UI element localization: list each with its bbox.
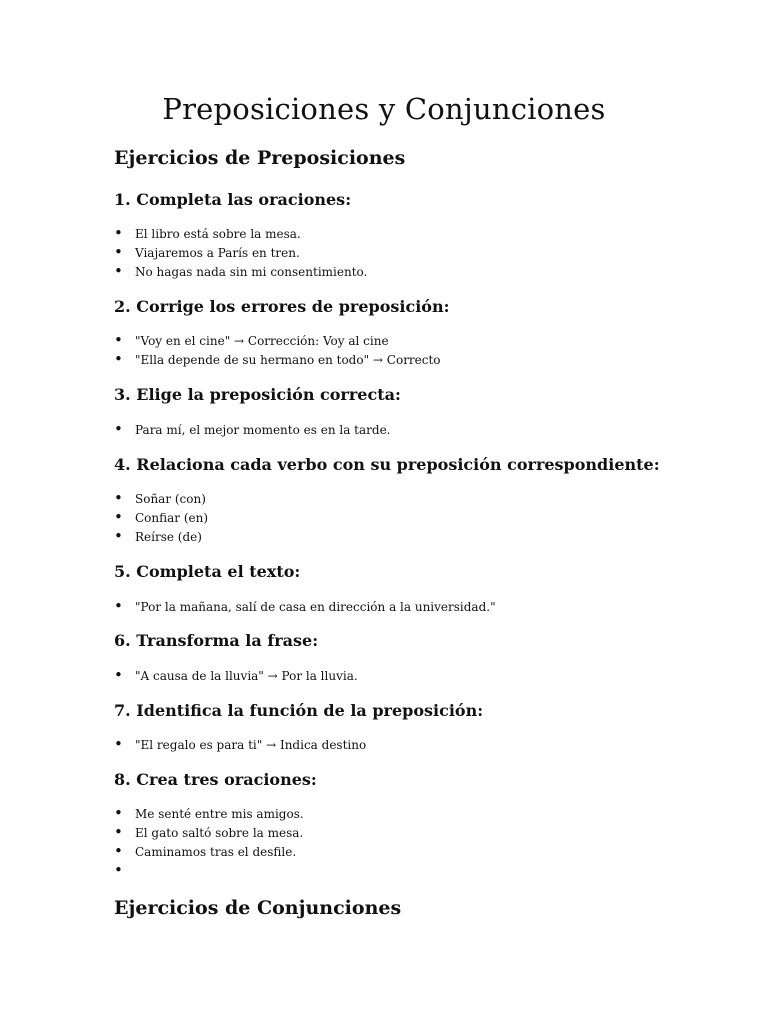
list-item: • Me senté entre mis amigos. — [114, 805, 304, 824]
exercise-list-5 — [114, 598, 496, 617]
list-item: • "A causa de la lluvia" → Por la lluvia. — [114, 667, 358, 686]
list-item: • Soñar (con) — [114, 490, 208, 509]
exercise-list-7 — [114, 736, 366, 755]
exercise-list-1 — [114, 225, 367, 282]
list-item: • "Ella depende de su hermano en todo" → Correcto — [114, 351, 441, 370]
list-item: • El gato saltó sobre la mesa. — [114, 824, 304, 843]
exercise-list-6 — [114, 667, 358, 686]
section-heading-conjunciones: Ejercicios de Conjunciones — [114, 897, 402, 919]
list-item: • "Voy en el cine" → Corrección: Voy al cine — [114, 332, 441, 351]
document-title: Preposiciones y Conjunciones — [162, 92, 606, 126]
exercise-list-2 — [114, 332, 441, 370]
list-item: • Viajaremos a París en tren. — [114, 244, 367, 263]
exercise-heading-7: 7. Identifica la función de la preposición: — [114, 701, 484, 720]
exercise-list-4 — [114, 490, 208, 547]
exercise-heading-6: 6. Transforma la frase: — [114, 631, 319, 650]
list-item: • Reírse (de) — [114, 528, 208, 547]
list-item: • "El regalo es para ti" → Indica destino — [114, 736, 366, 755]
list-item: • Confiar (en) — [114, 509, 208, 528]
exercise-heading-5: 5. Completa el texto: — [114, 562, 301, 581]
exercise-heading-4: 4. Relaciona cada verbo con su preposición correspondiente: — [114, 455, 660, 474]
list-item: • No hagas nada sin mi consentimiento. — [114, 263, 367, 282]
list-item: • Para mí, el mejor momento es en la tarde. — [114, 421, 390, 440]
section-heading-preposiciones: Ejercicios de Preposiciones — [114, 147, 406, 169]
exercise-list-8 — [114, 805, 304, 881]
exercise-heading-1: 1. Completa las oraciones: — [114, 190, 352, 209]
list-item: • Caminamos tras el desfile. — [114, 843, 304, 862]
list-item: • "Por la mañana, salí de casa en dirección a la universidad." — [114, 598, 496, 617]
list-item: • El libro está sobre la mesa. — [114, 225, 367, 244]
exercise-heading-3: 3. Elige la preposición correcta: — [114, 385, 401, 404]
exercise-heading-8: 8. Crea tres oraciones: — [114, 770, 317, 789]
list-item-empty — [114, 862, 304, 881]
exercise-list-3 — [114, 421, 390, 440]
exercise-heading-2: 2. Corrige los errores de preposición: — [114, 297, 450, 316]
